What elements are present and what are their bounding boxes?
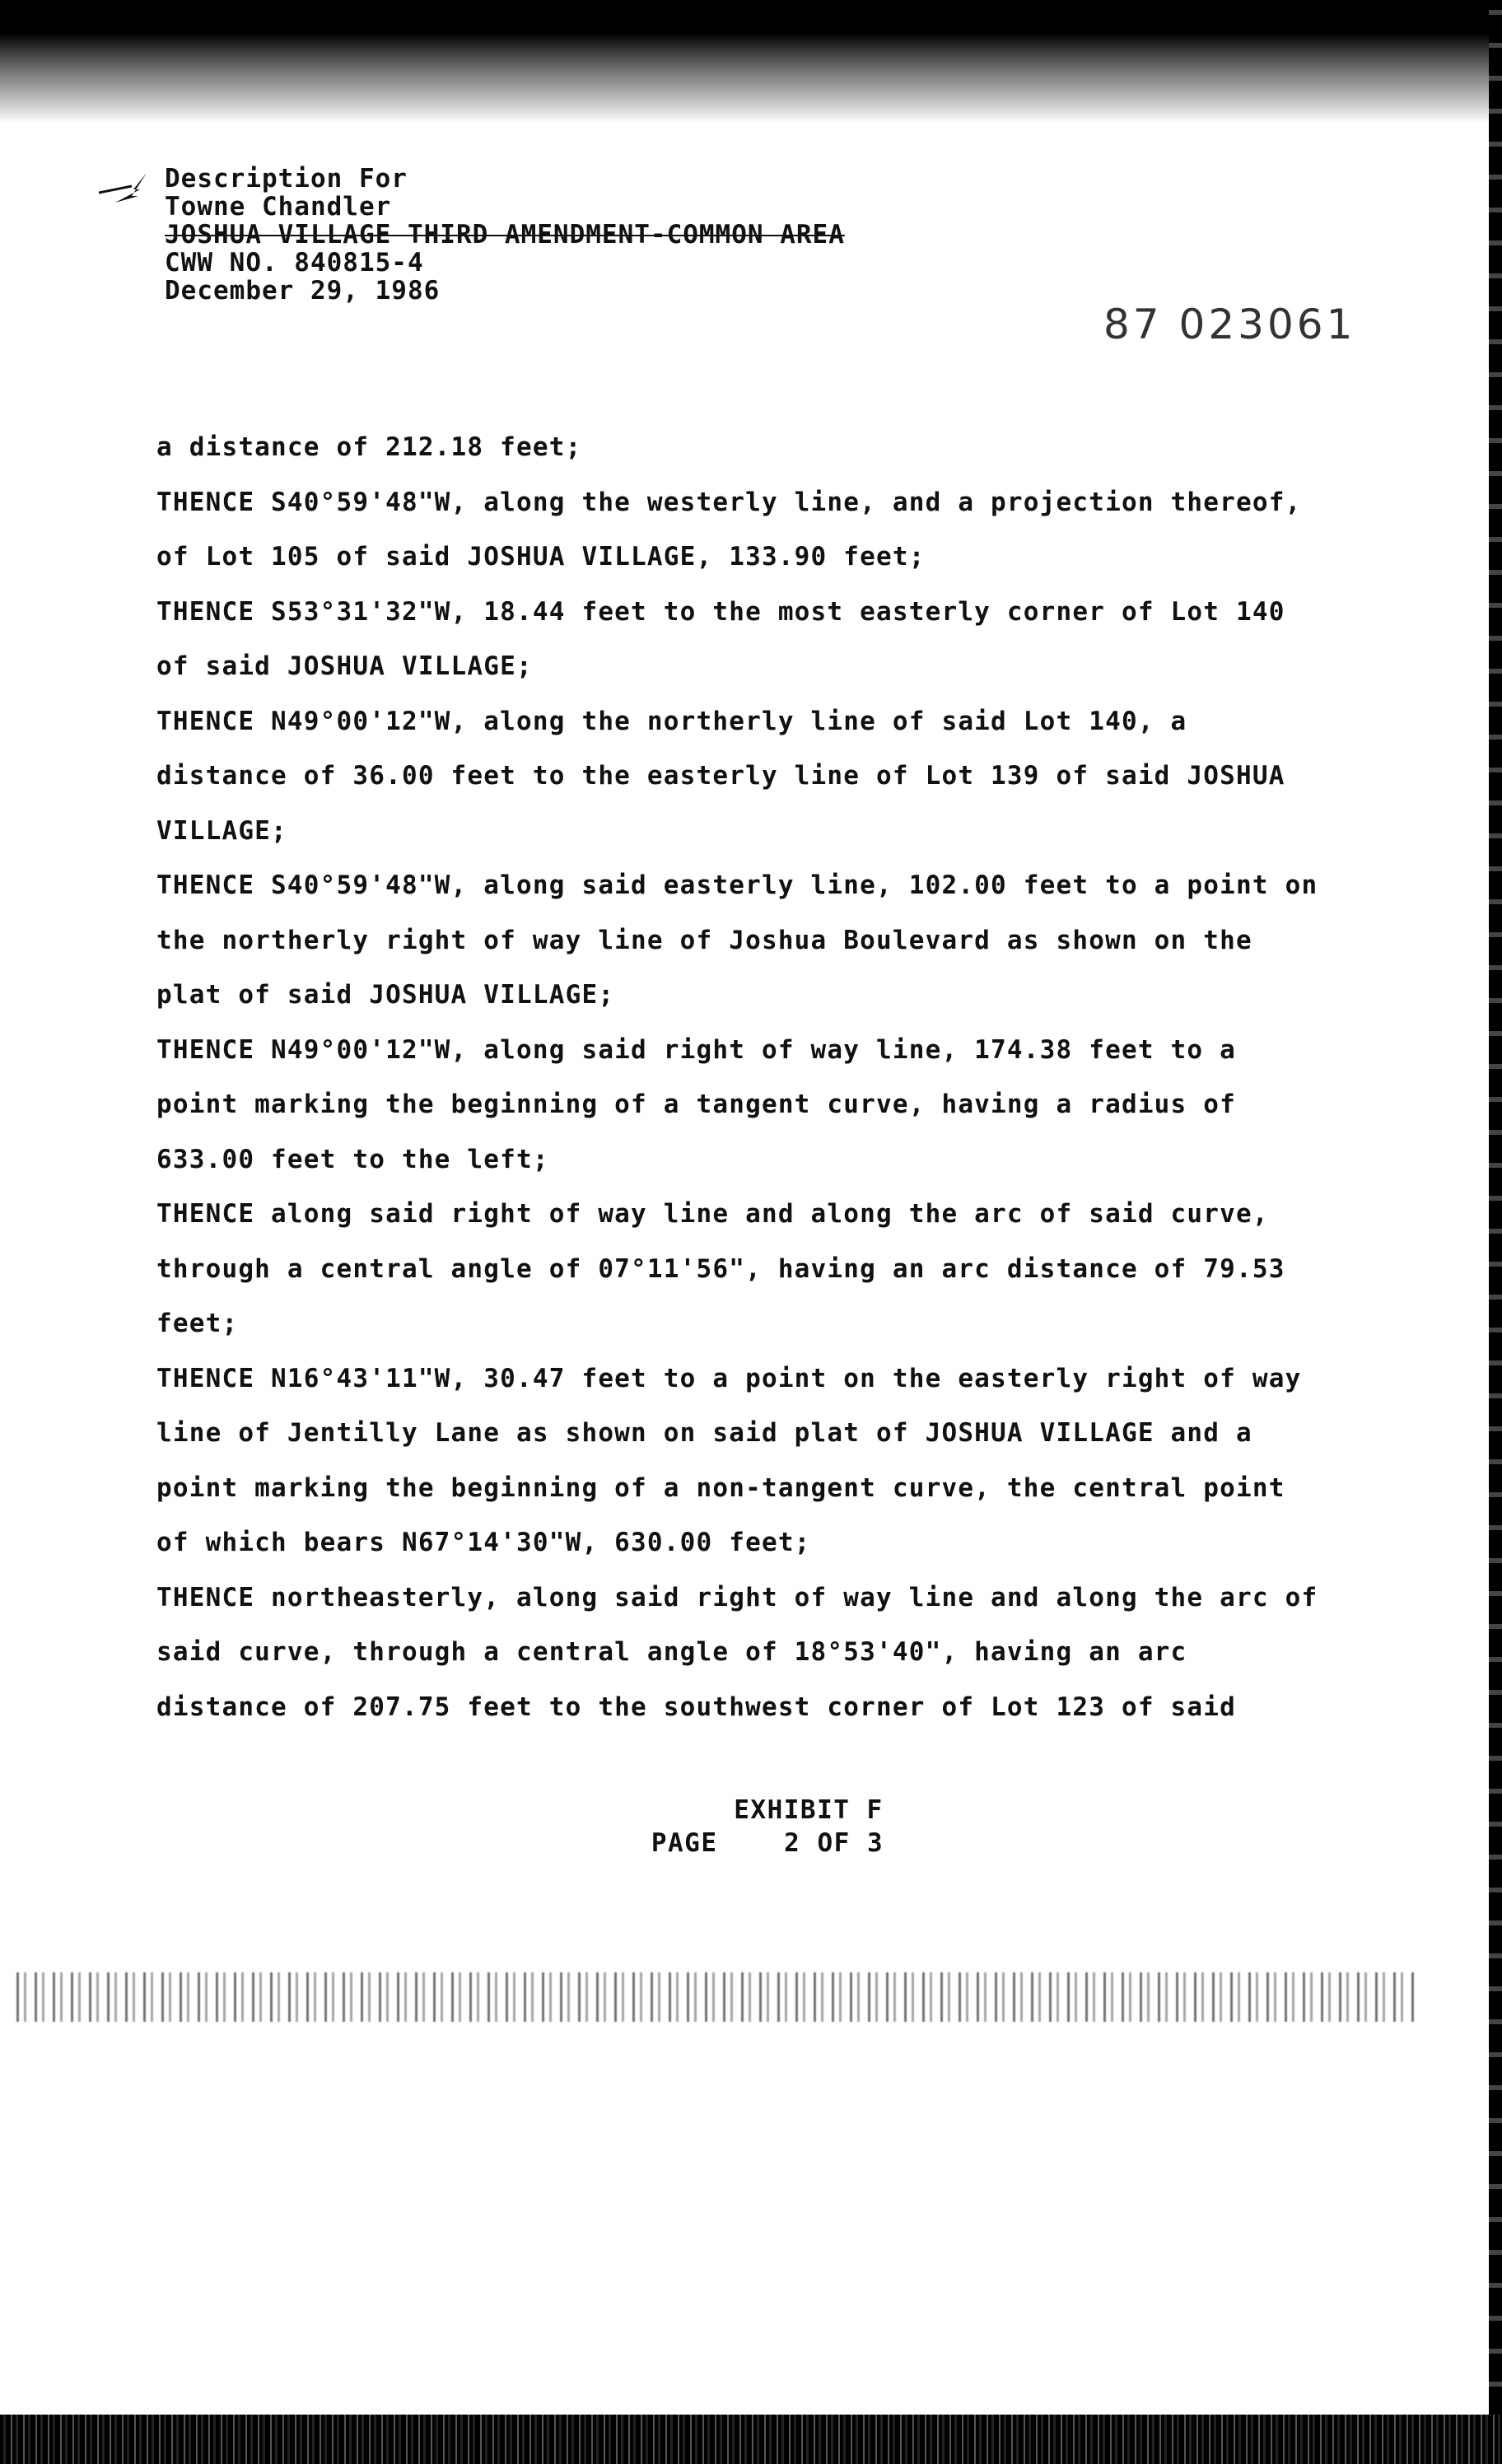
body-line: THENCE N16°43'11"W, 30.47 feet to a point on the easterly right of way (156, 1363, 1302, 1393)
body-line: point marking the beginning of a non-tangent curve, the central point (156, 1472, 1285, 1503)
body-line: THENCE S40°59'48"W, along said easterly line, 102.00 feet to a point on (156, 870, 1318, 900)
body-line: said curve, through a central angle of 18°53'40", having an arc (156, 1637, 1187, 1667)
scan-edge-bottom (0, 2415, 1502, 2464)
header-line-3: JOSHUA VILLAGE THIRD AMENDMENT-COMMON AREA (165, 220, 845, 250)
body-line: distance of 207.75 feet to the southwest corner of Lot 123 of said (156, 1692, 1236, 1722)
scan-noise-band (16, 1972, 1416, 2022)
body-line: through a central angle of 07°11'56", having an arc distance of 79.53 (156, 1253, 1285, 1284)
body-line: of said JOSHUA VILLAGE; (156, 651, 533, 681)
page-indicator: PAGE 2 OF 3 (651, 1828, 884, 1858)
body-line: feet; (156, 1309, 239, 1338)
header-line-2: Towne Chandler (165, 192, 392, 222)
body-line: distance of 36.00 feet to the easterly line of Lot 139 of said JOSHUA (156, 761, 1285, 791)
legal-description-body (156, 420, 1392, 1734)
header-line-1: Description For (165, 164, 408, 194)
exhibit-label: EXHIBIT F (734, 1795, 884, 1825)
body-line: THENCE N49°00'12"W, along the northerly line of said Lot 140, a (156, 706, 1187, 736)
body-line: THENCE northeasterly, along said right of way line and along the arc of (156, 1582, 1318, 1612)
body-line: point marking the beginning of a tangent curve, having a radius of (156, 1090, 1236, 1119)
body-line: the northerly right of way line of Joshua Boulevard as shown on the (156, 925, 1252, 955)
body-line: THENCE along said right of way line and along the arc of said curve, (156, 1199, 1269, 1229)
scan-edge-top (0, 0, 1502, 124)
body-line: a distance of 212.18 feet; (156, 432, 582, 462)
header-line-4: CWW NO. 840815-4 (165, 248, 424, 278)
body-line: plat of said JOSHUA VILLAGE; (156, 980, 615, 1010)
scan-edge-right (1489, 0, 1502, 2464)
header-line-5: December 29, 1986 (165, 276, 441, 306)
body-line: THENCE S53°31'32"W, 18.44 feet to the most easterly corner of Lot 140 (156, 596, 1285, 627)
body-line: THENCE S40°59'48"W, along the westerly line, and a projection thereof, (156, 487, 1302, 517)
body-line: of which bears N67°14'30"W, 630.00 feet; (156, 1528, 811, 1557)
document-header (165, 165, 845, 305)
body-line: of Lot 105 of said JOSHUA VILLAGE, 133.90 feet; (156, 542, 926, 572)
body-line: line of Jentilly Lane as shown on said plat of JOSHUA VILLAGE and a (156, 1418, 1252, 1448)
arrow-icon (99, 171, 148, 204)
body-line: 633.00 feet to the left; (156, 1144, 549, 1174)
body-line: THENCE N49°00'12"W, along said right of way line, 174.38 feet to a (156, 1034, 1236, 1065)
document-number: 87 023061 (1103, 301, 1356, 348)
body-line: VILLAGE; (156, 815, 287, 846)
